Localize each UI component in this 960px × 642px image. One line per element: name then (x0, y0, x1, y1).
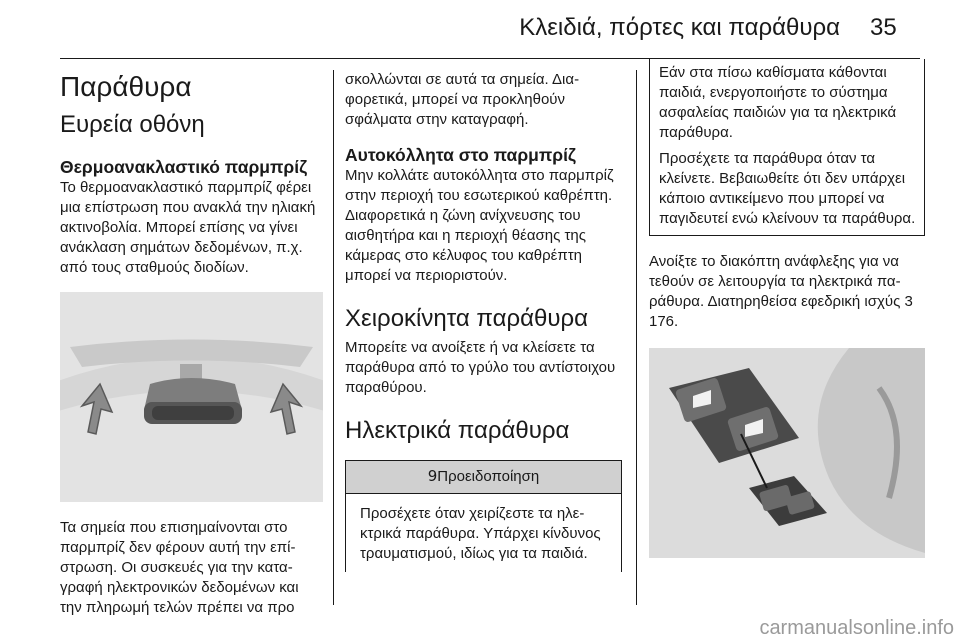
warning-box-continued (649, 59, 925, 236)
warning-header (346, 460, 621, 494)
page-reference: 176. (649, 313, 679, 330)
subsection-heading-windscreen: Ευρεία οθόνη (60, 111, 205, 138)
section-heading-power-windows: Ηλεκτρικά παράθυρα (345, 417, 570, 444)
window-switch-figure (649, 348, 925, 558)
section-heading-windows: Παράθυρα (60, 71, 192, 102)
warning-text-closing-windows: Προσέχετε τα παράθυρα όταν τα κλείνετε. Βεβαιωθείτε ότι δεν υπάρχει κάποιο αντικείμενο που μπορεί να παγιδευτεί ενώ κλείνουν τα παράθυρα. (659, 150, 916, 227)
column-2 (345, 70, 622, 572)
paragraph-windscreen-coating: Το θερμοανακλαστικό παρμπρίζ φέρει μια επίστρωση που ανακλά την ηλιακή ακτινοβολία. Μπορεί επίσης να γίνει ανάκλαση σημάτων δεδομένων, π.χ. από τους σταθμούς διοδίων. (60, 179, 316, 276)
column-1 (60, 70, 322, 618)
paragraph-ignition-text: Ανοίξτε το διακόπτη ανάφλεξης για να τεθούν σε λειτουργία τα ηλεκτρικά παράθυρα. Διατηρηθείσα εφεδρική ισχύς (649, 253, 901, 310)
page-number: 35 (870, 14, 897, 41)
heading-windscreen-stickers: Αυτοκόλλητα στο παρμπρίζ (345, 145, 576, 165)
warning-text: Προσέχετε όταν χειρίζεστε τα ηλεκτρικά παράθυρα. Υπάρχει κίνδυνος τραυματισμού, ιδίως για τα παιδιά. (360, 505, 601, 562)
page-reference-icon: 3 (904, 293, 913, 310)
column-divider-1 (333, 70, 334, 605)
warning-text-child-safety: Εάν στα πίσω καθίσματα κάθονται παιδιά, ενεργοποιήστε το σύστημα ασφαλείας παιδιών για τα ηλεκτρικά παράθυρα. (659, 64, 897, 141)
warning-icon: 9 (427, 467, 438, 485)
windscreen-mirror-figure (60, 292, 323, 502)
warning-title: Προειδοποίηση (437, 468, 540, 485)
paragraph-manual-windows: Μπορείτε να ανοίξετε ή να κλείσετε τα παράθυρα από το γρύλο του αντίστοιχου παραθύρου. (345, 339, 616, 396)
paragraph-stickers: Μην κολλάτε αυτοκόλλητα στο παρμπρίζ στην περιοχή του εσωτερικού καθρέπτη. Διαφορετικά η ζώνη ανίχνευσης του αισθητήρα και η περιοχή θέασης της κάμερας στο κέλυφος του καθρέπτη μπορεί να περιοριστούν. (345, 167, 614, 284)
column-3 (649, 59, 925, 558)
section-heading-manual-windows: Χειροκίνητα παράθυρα (345, 305, 589, 332)
heading-heat-reflective-windscreen: Θερμοανακλαστικό παρμπρίζ (60, 157, 308, 177)
paragraph-continued: σκολλώνται σε αυτά τα σημεία. Διαφορετικά, μπορεί να προκληθούν σφάλματα στην καταγραφή. (345, 71, 580, 128)
page-header-title: Κλειδιά, πόρτες και παράθυρα (519, 14, 840, 41)
watermark: carmanualsonline.info (759, 617, 954, 639)
warning-box (345, 460, 622, 572)
paragraph-ignition (649, 252, 925, 332)
paragraph-marked-areas: Τα σημεία που επισημαίνονται στο παρμπρίζ δεν φέρουν αυτή την επίστρωση. Οι συσκευές για την καταγραφή ηλεκτρονικών δεδομένων και την πληρωμή τελών πρέπει να προ (60, 519, 299, 616)
column-divider-2 (636, 70, 637, 605)
